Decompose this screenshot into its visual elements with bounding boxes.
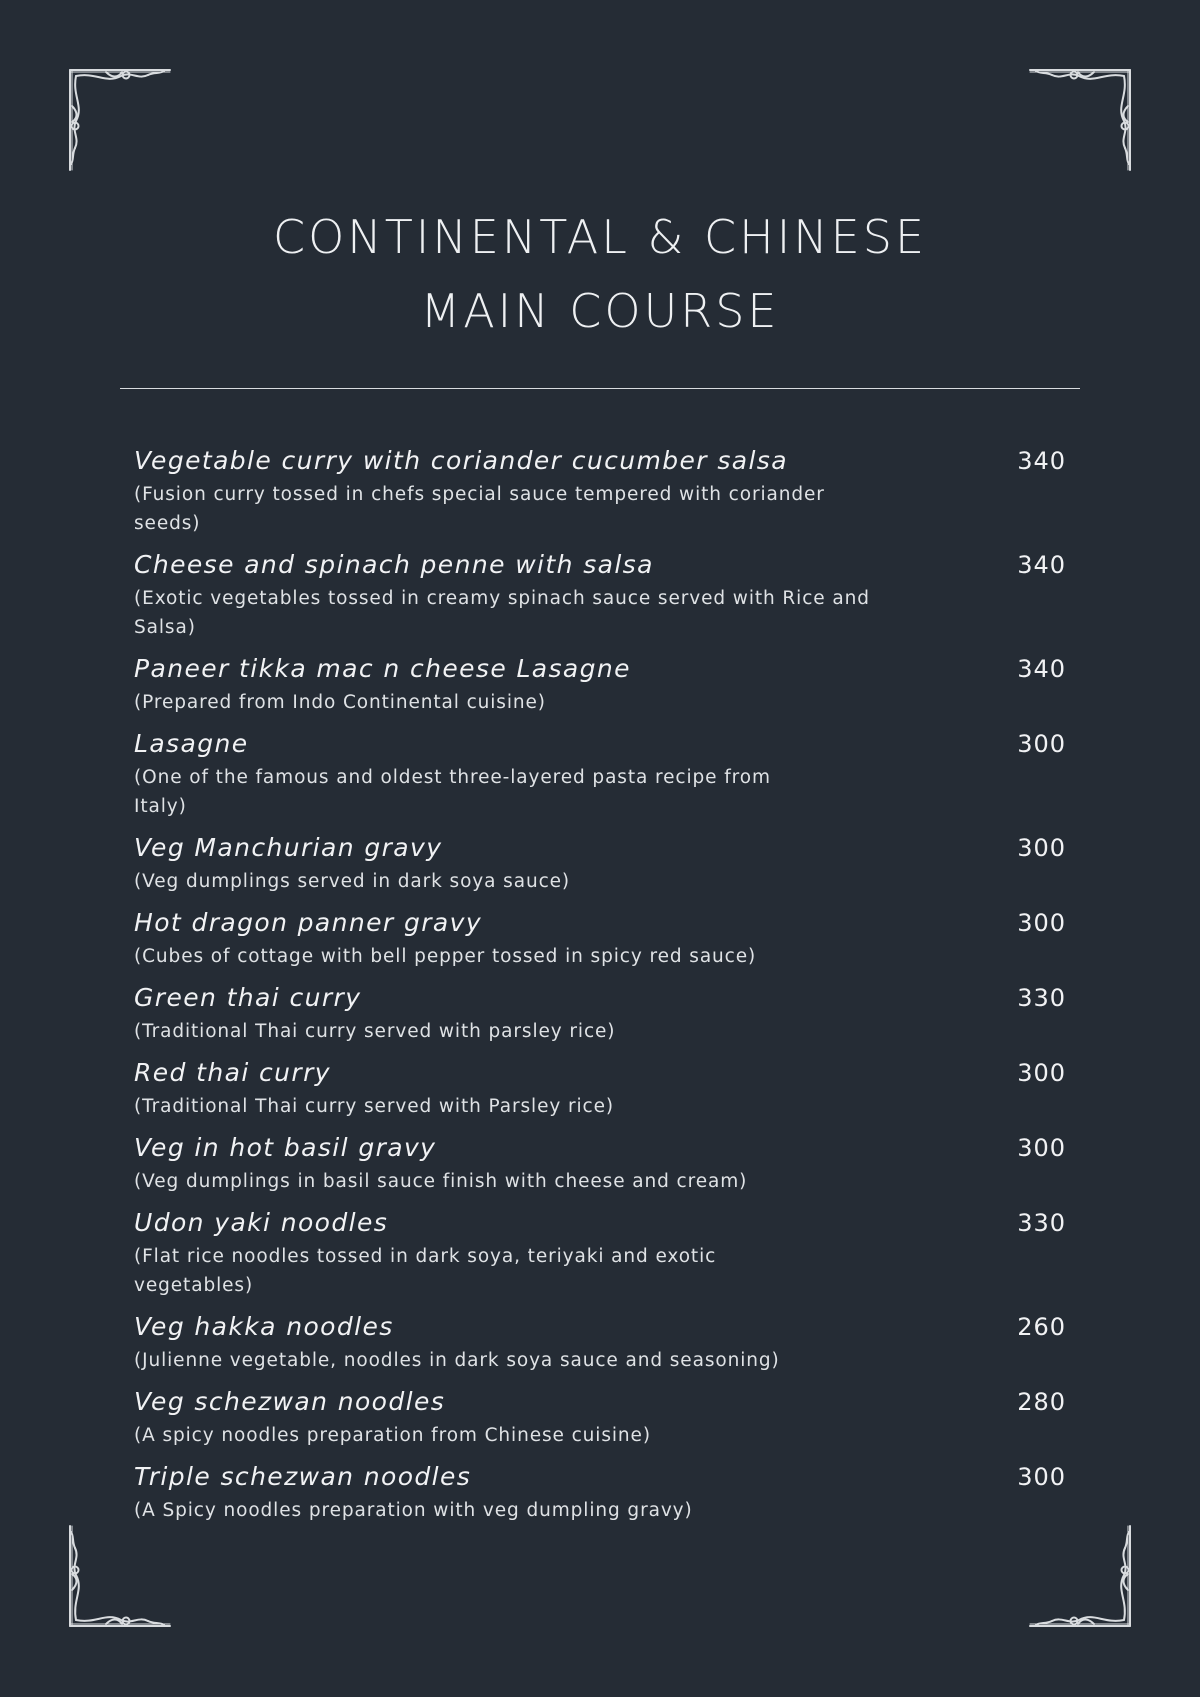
item-price: 300 xyxy=(1017,1134,1066,1162)
item-name: Veg Manchurian gravy xyxy=(134,833,443,862)
item-description: (A spicy noodles preparation from Chinese cuisine) xyxy=(134,1425,651,1446)
corner-ornament-icon xyxy=(66,1520,176,1630)
item-name: Triple schezwan noodles xyxy=(134,1462,472,1491)
item-name: Hot dragon panner gravy xyxy=(134,908,483,937)
title-divider xyxy=(120,388,1080,389)
item-price: 330 xyxy=(1017,984,1066,1012)
page-title xyxy=(0,200,1200,348)
item-price: 330 xyxy=(1017,1209,1066,1237)
item-price: 340 xyxy=(1017,447,1066,475)
item-price: 300 xyxy=(1017,834,1066,862)
menu-item xyxy=(134,650,1068,717)
item-name: Veg in hot basil gravy xyxy=(134,1133,437,1162)
menu-item xyxy=(134,1129,1068,1196)
item-price: 300 xyxy=(1017,730,1066,758)
item-name: Cheese and spinach penne with salsa xyxy=(134,550,654,579)
item-name: Veg hakka noodles xyxy=(134,1312,394,1341)
item-price: 300 xyxy=(1017,909,1066,937)
menu-item xyxy=(134,1308,1068,1375)
item-description: (Julienne vegetable, noodles in dark soya sauce and seasoning) xyxy=(134,1350,780,1371)
item-price: 300 xyxy=(1017,1463,1066,1491)
item-description: (Cubes of cottage with bell pepper tossed in spicy red sauce) xyxy=(134,946,757,967)
item-name: Red thai curry xyxy=(134,1058,331,1087)
title-line-1: CONTINENTAL & CHINESE xyxy=(272,210,928,264)
item-description: (Exotic vegetables tossed in creamy spinach sauce served with Rice and Salsa) xyxy=(134,588,870,638)
item-name: Lasagne xyxy=(134,729,249,758)
corner-flourish-icon xyxy=(66,1520,176,1630)
corner-ornament-icon xyxy=(1024,1520,1134,1630)
corner-ornament-icon xyxy=(66,66,176,176)
item-description: (One of the famous and oldest three-layered pasta recipe from Italy) xyxy=(134,767,771,817)
item-description: (Prepared from Indo Continental cuisine) xyxy=(134,692,546,713)
item-description: (A Spicy noodles preparation with veg dumpling gravy) xyxy=(134,1500,693,1521)
menu-item xyxy=(134,1054,1068,1121)
item-name: Udon yaki noodles xyxy=(134,1208,389,1237)
menu-item xyxy=(134,829,1068,896)
corner-flourish-icon xyxy=(1024,1520,1134,1630)
item-description: (Veg dumplings served in dark soya sauce) xyxy=(134,871,571,892)
corner-flourish-icon xyxy=(1024,66,1134,176)
item-price: 260 xyxy=(1017,1313,1066,1341)
item-description: (Fusion curry tossed in chefs special sauce tempered with coriander seeds) xyxy=(134,484,825,534)
corner-flourish-icon xyxy=(66,66,176,176)
menu-item xyxy=(134,546,1068,642)
menu-item xyxy=(134,1458,1068,1525)
menu-item xyxy=(134,1383,1068,1450)
item-price: 340 xyxy=(1017,655,1066,683)
item-name: Green thai curry xyxy=(134,983,362,1012)
item-name: Paneer tikka mac n cheese Lasagne xyxy=(134,654,631,683)
menu-item xyxy=(134,725,1068,821)
item-price: 340 xyxy=(1017,551,1066,579)
item-description: (Flat rice noodles tossed in dark soya, teriyaki and exotic vegetables) xyxy=(134,1246,717,1296)
item-description: (Traditional Thai curry served with Parsley rice) xyxy=(134,1096,614,1117)
title-line-2: MAIN COURSE xyxy=(420,284,780,338)
item-price: 300 xyxy=(1017,1059,1066,1087)
menu-item xyxy=(134,1204,1068,1300)
menu-item xyxy=(134,442,1068,538)
menu-item xyxy=(134,979,1068,1046)
corner-ornament-icon xyxy=(1024,66,1134,176)
item-price: 280 xyxy=(1017,1388,1066,1416)
menu-item xyxy=(134,904,1068,971)
menu-list xyxy=(134,442,1068,1533)
item-name: Vegetable curry with coriander cucumber salsa xyxy=(134,446,788,475)
item-name: Veg schezwan noodles xyxy=(134,1387,446,1416)
item-description: (Veg dumplings in basil sauce finish with cheese and cream) xyxy=(134,1171,748,1192)
item-description: (Traditional Thai curry served with parsley rice) xyxy=(134,1021,616,1042)
